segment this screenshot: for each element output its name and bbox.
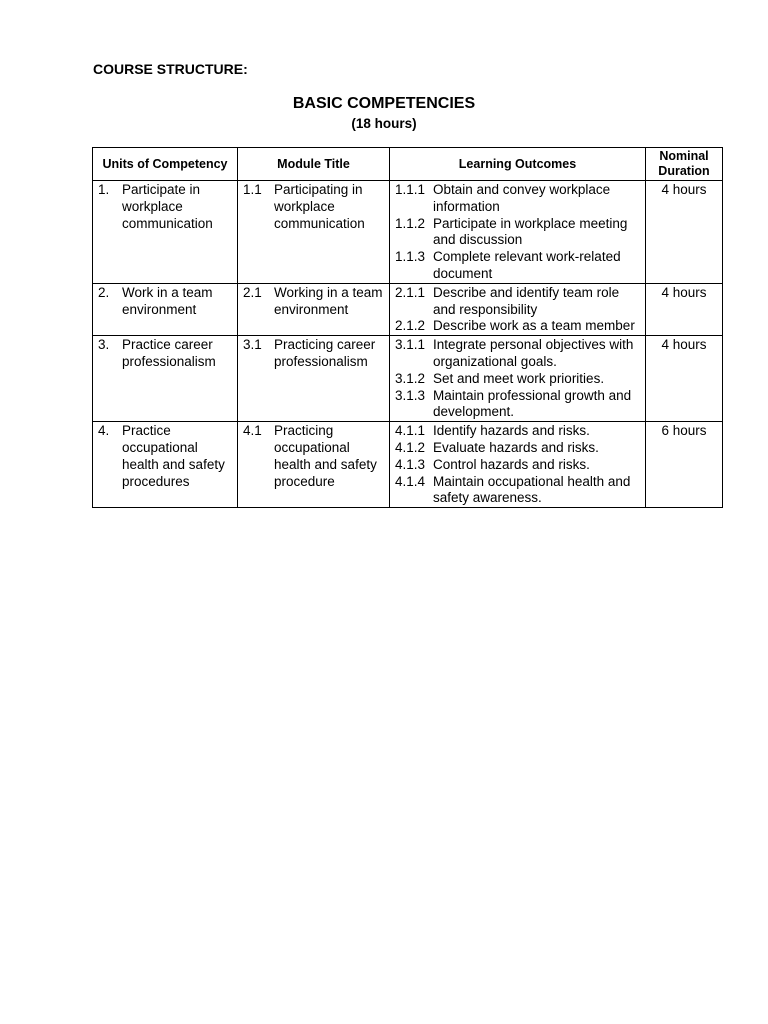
module-number: 2.1 [243, 284, 262, 300]
outcome-text: Control hazards and risks. [433, 456, 590, 472]
module-title: Practicing career professionalism [274, 337, 376, 369]
outcome-text: Maintain occupational health and safety awareness. [433, 473, 631, 506]
outcome-text: Evaluate hazards and risks. [433, 439, 599, 455]
outcomes-cell [390, 422, 646, 508]
outcome-text: Obtain and convey workplace information [433, 182, 611, 214]
header-units-of-competency: Units of Competency [93, 148, 238, 181]
learning-outcome [390, 216, 645, 250]
outcome-number: 2.1.1 [395, 284, 426, 300]
outcome-text: Set and meet work priorities. [433, 370, 605, 386]
module-title: Working in a team environment [274, 284, 383, 317]
duration-value: 4 hours [661, 337, 707, 353]
duration-cell [646, 336, 723, 422]
learning-outcome [390, 474, 645, 508]
module-number: 1.1 [243, 182, 262, 197]
outcomes-cell [390, 181, 646, 284]
learning-outcome [390, 440, 645, 457]
duration-cell [646, 181, 723, 284]
outcomes-cell [390, 283, 646, 335]
learning-outcome [390, 318, 645, 335]
unit-cell [93, 422, 238, 508]
duration-value: 4 hours [661, 182, 707, 197]
unit-cell [93, 336, 238, 422]
header-nominal-duration: Nominal Duration [646, 148, 723, 181]
outcome-text: Describe and identify team role and responsibility [433, 284, 620, 317]
unit-number: 3. [98, 337, 110, 353]
outcome-number: 1.1.3 [395, 249, 426, 265]
outcome-number: 3.1.3 [395, 387, 426, 403]
module-cell [238, 422, 390, 508]
table-row [93, 181, 723, 284]
course-structure-table [92, 147, 723, 508]
module-cell [238, 336, 390, 422]
header-learning-outcomes: Learning Outcomes [390, 148, 646, 181]
unit-title: Practice occupational health and safety procedures [122, 423, 225, 489]
duration-cell [646, 422, 723, 508]
unit-title: Practice career professionalism [122, 337, 216, 369]
outcome-text: Describe work as a team member [433, 318, 635, 334]
learning-outcome [390, 181, 645, 216]
outcome-text: Complete relevant work-related document [433, 249, 621, 281]
unit-number: 1. [98, 182, 110, 197]
outcome-text: Integrate personal objectives with organizational goals. [433, 337, 634, 369]
learning-outcome [390, 284, 645, 319]
module-title: Participating in workplace communication [274, 182, 365, 231]
unit-number: 2. [98, 284, 110, 300]
unit-number: 4. [98, 423, 110, 439]
section-label: COURSE STRUCTURE: [93, 61, 248, 77]
duration-value: 4 hours [661, 284, 707, 300]
table-header-row [93, 148, 723, 181]
outcome-text: Maintain professional growth and development. [433, 387, 632, 420]
duration-cell [646, 283, 723, 335]
outcome-number: 4.1.2 [395, 439, 426, 455]
duration-value: 6 hours [661, 423, 707, 439]
learning-outcome [390, 249, 645, 283]
outcome-text: Identify hazards and risks. [433, 423, 590, 439]
outcomes-cell [390, 336, 646, 422]
table-row [93, 283, 723, 335]
outcome-number: 2.1.2 [395, 318, 426, 334]
outcome-number: 1.1.2 [395, 215, 426, 231]
unit-cell [93, 283, 238, 335]
outcome-number: 4.1.1 [395, 423, 426, 439]
learning-outcome [390, 457, 645, 474]
module-number: 3.1 [243, 337, 262, 353]
outcome-number: 3.1.1 [395, 337, 426, 353]
outcome-number: 4.1.4 [395, 473, 426, 489]
learning-outcome [390, 388, 645, 422]
page-subtitle: (18 hours) [351, 116, 417, 131]
module-cell [238, 283, 390, 335]
unit-title: Work in a team environment [122, 284, 213, 317]
outcome-number: 3.1.2 [395, 370, 426, 386]
learning-outcome [390, 422, 645, 440]
module-cell [238, 181, 390, 284]
page-title: BASIC COMPETENCIES [292, 95, 476, 112]
module-number: 4.1 [243, 423, 262, 439]
module-title: Practicing occupational health and safety procedure [274, 423, 377, 489]
learning-outcome [390, 336, 645, 371]
unit-title: Participate in workplace communication [122, 182, 213, 231]
table-row [93, 422, 723, 508]
outcome-number: 4.1.3 [395, 456, 426, 472]
unit-cell [93, 181, 238, 284]
header-module-title: Module Title [238, 148, 390, 181]
outcome-text: Participate in workplace meeting and discussion [433, 215, 628, 248]
outcome-number: 1.1.1 [395, 182, 426, 197]
table-row [93, 336, 723, 422]
learning-outcome [390, 371, 645, 388]
